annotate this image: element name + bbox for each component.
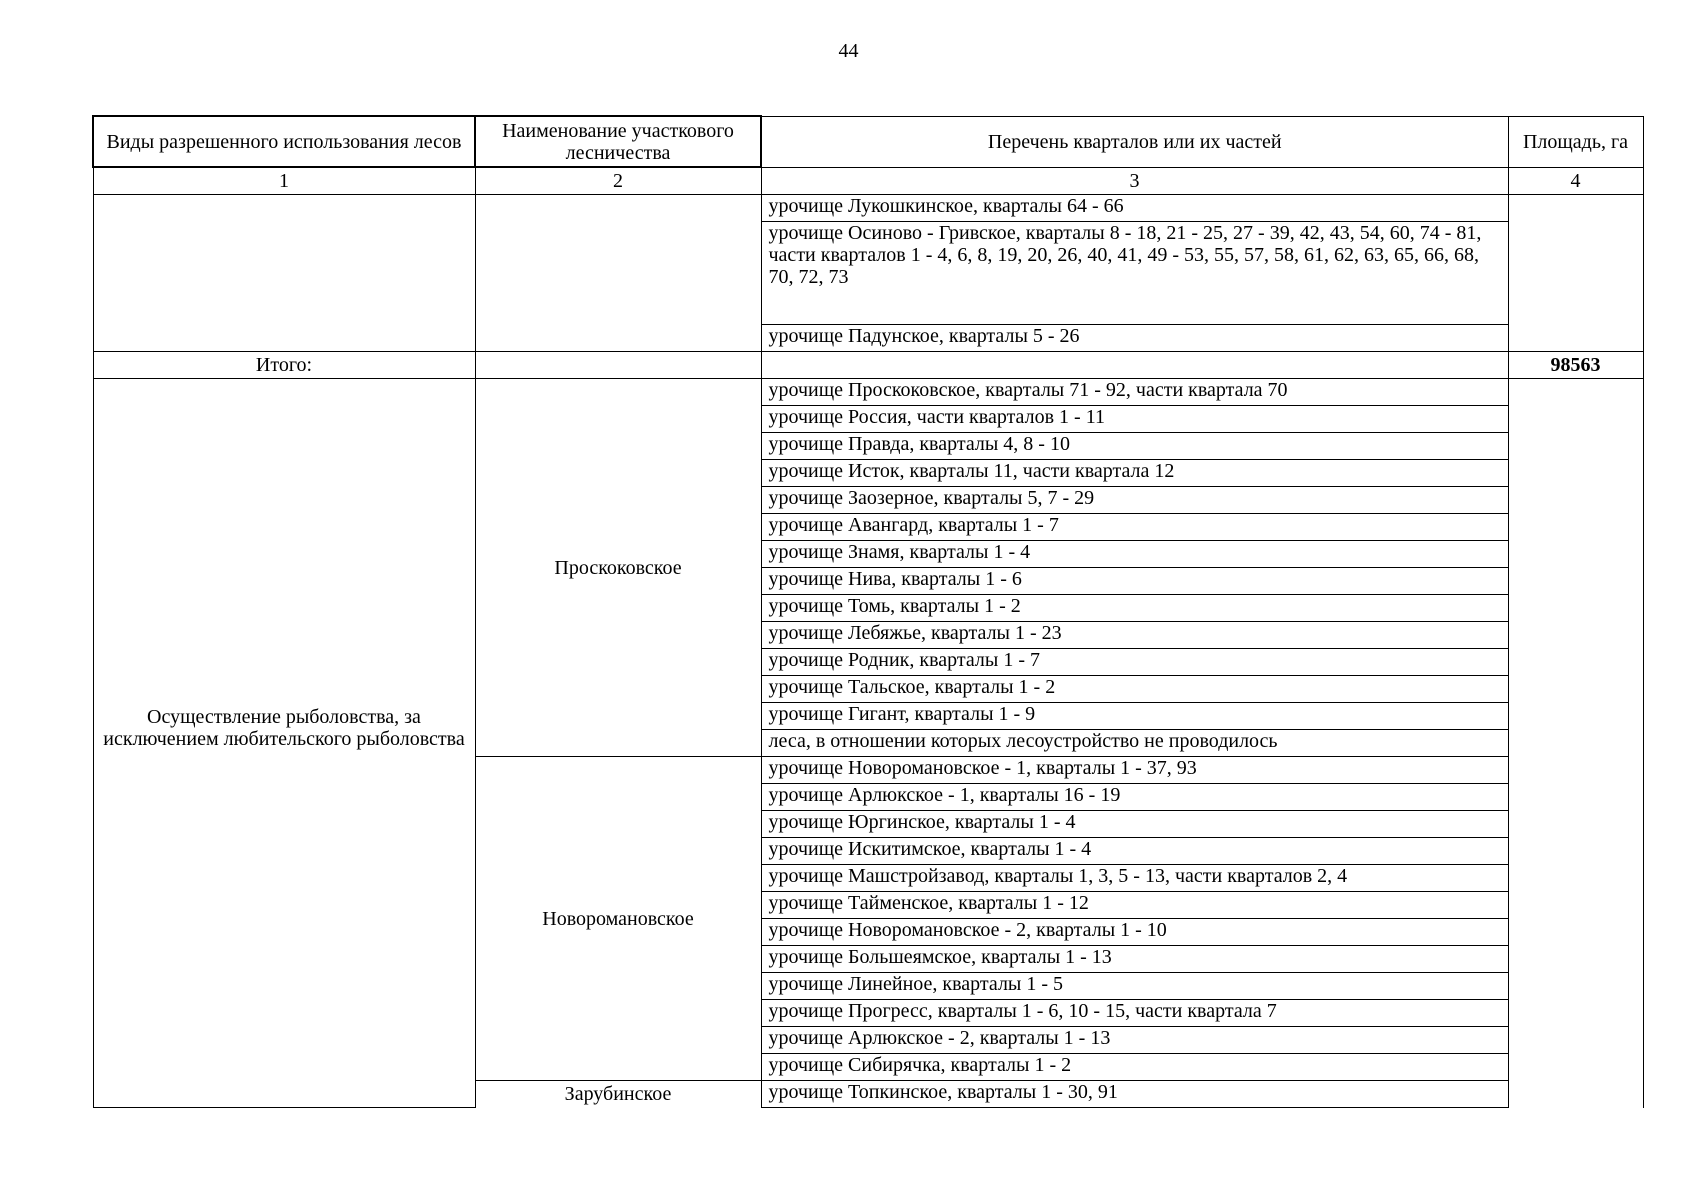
empty-cell (1508, 195, 1643, 352)
quarter-cell: урочище Линейное, кварталы 1 - 5 (761, 973, 1508, 1000)
total-label: Итого: (93, 352, 475, 379)
quarter-cell: урочище Арлюкское - 2, кварталы 1 - 13 (761, 1027, 1508, 1054)
quarter-cell: урочище Осиново - Гривское, кварталы 8 - 18, 21 - 25, 27 - 39, 42, 43, 54, 60, 74 - 81, части кварталов 1 - 4, 6, 8, 19, 20, 26, 40, 41, 49 - 53, 55, 57, 58, 61, 62, 63, 65, 66, 68, 70, 72, 73 (761, 222, 1508, 325)
total-area-value: 98563 (1508, 352, 1643, 379)
total-row (93, 352, 1643, 379)
quarter-cell: урочище Лукошкинское, кварталы 64 - 66 (761, 195, 1508, 222)
quarter-cell: урочище Лебяжье, кварталы 1 - 23 (761, 622, 1508, 649)
quarter-cell: урочище Тайменское, кварталы 1 - 12 (761, 892, 1508, 919)
quarter-cell: урочище Юргинское, кварталы 1 - 4 (761, 811, 1508, 838)
quarter-cell: урочище Гигант, кварталы 1 - 9 (761, 703, 1508, 730)
quarter-cell: урочище Родник, кварталы 1 - 7 (761, 649, 1508, 676)
quarter-cell: урочище Падунское, кварталы 5 - 26 (761, 325, 1508, 352)
quarter-cell: урочище Исток, кварталы 11, части квартала 12 (761, 460, 1508, 487)
quarter-cell: урочище Томь, кварталы 1 - 2 (761, 595, 1508, 622)
quarter-cell: урочище Знамя, кварталы 1 - 4 (761, 541, 1508, 568)
quarter-cell: урочище Топкинское, кварталы 1 - 30, 91 (761, 1081, 1508, 1108)
header-usage-type: Виды разрешенного использования лесов (93, 116, 475, 167)
quarter-cell: урочище Проскоковское, кварталы 71 - 92, части квартала 70 (761, 379, 1508, 406)
quarter-cell: урочище Новоромановское - 2, кварталы 1 - 10 (761, 919, 1508, 946)
quarter-cell: урочище Тальское, кварталы 1 - 2 (761, 676, 1508, 703)
header-quarters-list: Перечень кварталов или их частей (761, 116, 1508, 167)
quarter-cell: урочище Новоромановское - 1, кварталы 1 - 37, 93 (761, 757, 1508, 784)
column-number-row (93, 167, 1643, 195)
table-row (93, 195, 1643, 222)
usage-type-cell: Осуществление рыболовства, за исключением любительского рыболовства (93, 379, 475, 1108)
empty-cell (761, 352, 1508, 379)
header-area: Площадь, га (1508, 116, 1643, 167)
header-row (93, 116, 1643, 167)
quarter-cell: урочище Машстройзавод, кварталы 1, 3, 5 - 13, части кварталов 2, 4 (761, 865, 1508, 892)
quarter-cell: урочище Правда, кварталы 4, 8 - 10 (761, 433, 1508, 460)
column-number: 4 (1508, 167, 1643, 195)
column-number: 3 (761, 167, 1508, 195)
quarter-cell: урочище Арлюкское - 1, кварталы 16 - 19 (761, 784, 1508, 811)
empty-cell (475, 195, 761, 352)
table-row (93, 379, 1643, 406)
area-cell (1508, 379, 1643, 1108)
quarter-cell: урочище Сибирячка, кварталы 1 - 2 (761, 1054, 1508, 1081)
header-district-name: Наименование участкового лесничества (475, 116, 761, 167)
quarter-cell: урочище Россия, части кварталов 1 - 11 (761, 406, 1508, 433)
district-name-cell: Новоромановское (475, 757, 761, 1081)
quarter-cell: урочище Прогресс, кварталы 1 - 6, 10 - 15, части квартала 7 (761, 1000, 1508, 1027)
district-name-cell: Зарубинское (475, 1081, 761, 1108)
empty-cell (93, 195, 475, 352)
column-number: 1 (93, 167, 475, 195)
column-number: 2 (475, 167, 761, 195)
quarter-cell: урочище Искитимское, кварталы 1 - 4 (761, 838, 1508, 865)
quarter-cell: леса, в отношении которых лесоустройство не проводилось (761, 730, 1508, 757)
quarter-cell: урочище Заозерное, кварталы 5, 7 - 29 (761, 487, 1508, 514)
page-number: 44 (838, 40, 859, 62)
empty-cell (475, 352, 761, 379)
quarter-cell: урочище Авангард, кварталы 1 - 7 (761, 514, 1508, 541)
quarter-cell: урочище Нива, кварталы 1 - 6 (761, 568, 1508, 595)
quarter-cell: урочище Большеямское, кварталы 1 - 13 (761, 946, 1508, 973)
forest-use-table (92, 115, 1644, 1108)
district-name-cell: Проскоковское (475, 379, 761, 757)
